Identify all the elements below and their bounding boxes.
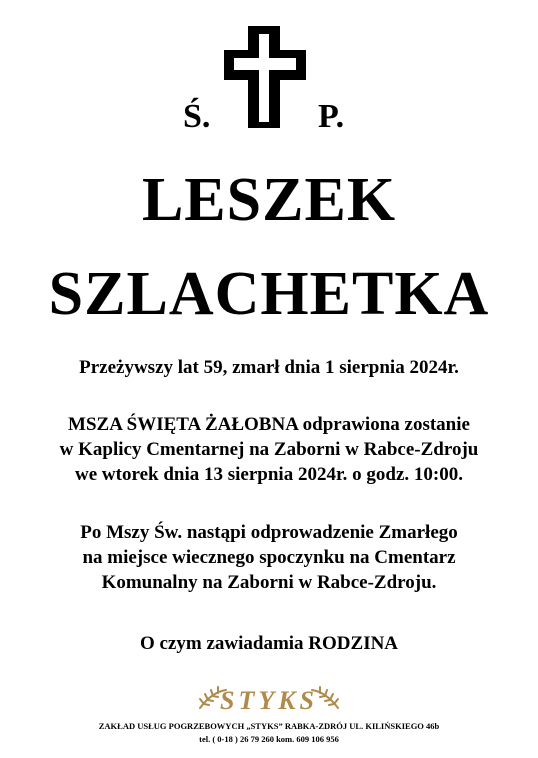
- mass-line-1: [0, 413, 538, 437]
- mass-line-1-rest: odprawiona zostanie: [297, 414, 470, 435]
- mass-heading: MSZA ŚWIĘTA ŻAŁOBNA: [68, 414, 298, 435]
- burial-line-1: Po Mszy Św. nastąpi odprowadzenie Zmarłego: [80, 522, 458, 543]
- death-notice-line: Przeżywszy lat 59, zmarł dnia 1 sierpnia 2024r.: [79, 357, 459, 378]
- funeral-home-address: ZAKŁAD USŁUG POGRZEBOWYCH „STYKS” RABKA-ZDRÓJ UL. KILIŃSKIEGO 46b: [98, 721, 440, 731]
- mass-line-2: w Kaplicy Cmentarnej na Zaborni w Rabce-Zdroju: [59, 439, 479, 460]
- right-initial: P.: [318, 98, 345, 135]
- first-name: LESZEK: [141, 166, 397, 234]
- mass-line-3: we wtorek dnia 13 sierpnia 2024r. o godz. 10:00.: [75, 464, 463, 485]
- last-name: SZLACHETKA: [48, 260, 490, 328]
- burial-line-3: Komunalny na Zaborni w Rabce-Zdroju.: [101, 572, 437, 593]
- cross-icon: [222, 24, 312, 134]
- funeral-home-phone: tel. ( 0-18 ) 26 79 260 kom. 609 106 956: [199, 734, 339, 744]
- closing-line: O czym zawiadamia RODZINA: [139, 633, 399, 654]
- burial-line-2: na miejsce wiecznego spoczynku na Cmentarz: [82, 547, 456, 568]
- styks-logo: [0, 682, 538, 718]
- left-initial: Ś.: [183, 98, 211, 135]
- styks-logo-text: STYKS: [219, 686, 319, 715]
